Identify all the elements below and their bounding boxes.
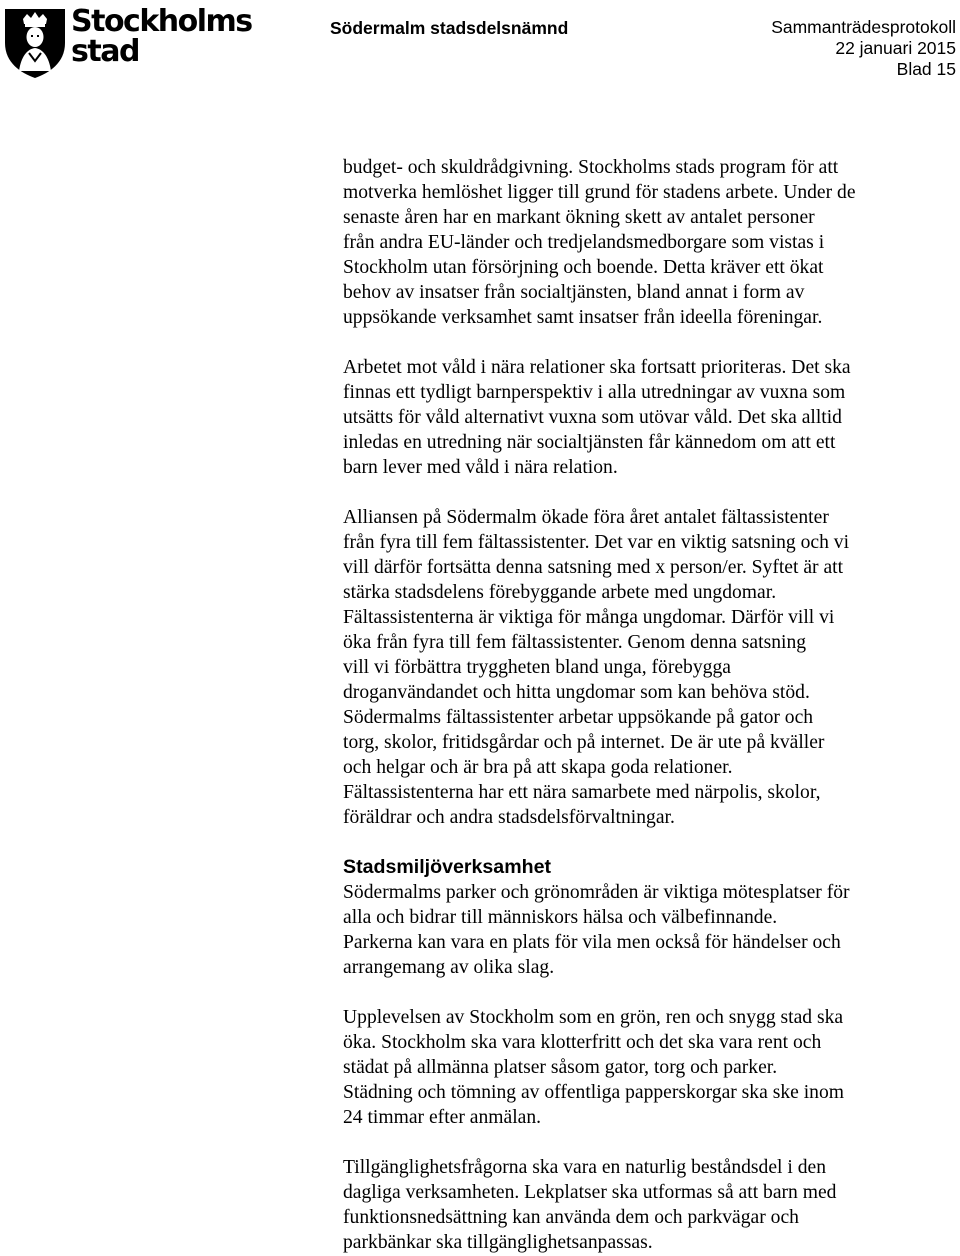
text-line: Upplevelsen av Stockholm som en grön, ren och snygg stad ska (343, 1007, 844, 1028)
text-line: uppsökande verksamhet samt insatser från ideella föreningar. (343, 307, 823, 328)
text-line: vill vi förbättra tryggheten bland unga, förebygga (343, 657, 731, 678)
text-line: vill därför fortsätta denna satsning med x person/er. Syftet är att (343, 557, 844, 578)
text-line: arrangemang av olika slag. (343, 957, 555, 978)
paragraph-homelessness (343, 155, 960, 330)
text-line: öka från fyra till fem fältassistenter. Genom denna satsning (343, 632, 807, 653)
document-type: Sammanträdesprotokoll (771, 17, 956, 37)
text-line: städat på allmänna platser såsom gator, torg och parker. (343, 1057, 778, 1078)
text-line: senaste åren har en markant ökning skett av antalet personer (343, 207, 815, 228)
text-line: funktionsnedsättning kan använda dem och parkvägar och (343, 1207, 799, 1228)
text-line: Södermalms fältassistenter arbetar uppsökande på gator och (343, 707, 814, 728)
text-line: barn lever med våld i nära relation. (343, 457, 618, 478)
text-line: föräldrar och andra stadsdelsförvaltningar. (343, 807, 675, 828)
text-line: Tillgänglighetsfrågorna ska vara en naturlig beståndsdel i den (343, 1157, 827, 1178)
document-body (343, 155, 960, 1255)
text-line: Parkerna kan vara en plats för vila men också för händelser och (343, 932, 841, 953)
text-line: från fyra till fem fältassistenter. Det var en viktig satsning och vi (343, 532, 850, 553)
text-line: budget- och skuldrådgivning. Stockholms stads program för att (343, 157, 839, 178)
organization-name: Södermalm stadsdelsnämnd (330, 18, 569, 38)
logo-text-line: Stockholms (71, 4, 252, 39)
section-heading: Stadsmiljöverksamhet (343, 856, 552, 878)
crest-icon (3, 5, 67, 79)
page-number: Blad 15 (896, 59, 956, 79)
text-line: och helgar och är bra på att skapa goda relationer. (343, 757, 733, 778)
meeting-date: 22 januari 2015 (835, 38, 956, 58)
text-line: Arbetet mot våld i nära relationer ska fortsatt prioriteras. Det ska (343, 357, 851, 378)
text-line: 24 timmar efter anmälan. (343, 1107, 542, 1128)
text-line: parkbänkar ska tillgänglighetsanpassas. (343, 1232, 653, 1253)
text-line: utsätts för våld alternativt vuxna som utövar våld. Det ska alltid (343, 407, 842, 428)
document-meta (771, 17, 956, 80)
text-line: Södermalms parker och grönområden är viktiga mötesplatser för (343, 882, 850, 903)
text-line: droganvändandet och hitta ungdomar som kan behöva stöd. (343, 682, 810, 703)
text-line: stärka stadsdelens förebyggande arbete med ungdomar. (343, 582, 777, 603)
text-line: öka. Stockholm ska vara klotterfritt och det ska vara rent och (343, 1032, 822, 1053)
text-line: Fältassistenterna är viktiga för många ungdomar. Därför vill vi (343, 607, 835, 628)
text-line: från andra EU-länder och tredjelandsmedborgare som vistas i (343, 232, 825, 253)
text-line: behov av insatser från socialtjänsten, bland annat i form av (343, 282, 805, 303)
text-line: torg, skolor, fritidsgårdar och på internet. De är ute på kväller (343, 732, 825, 753)
logo-wordmark (71, 4, 252, 69)
text-line: Alliansen på Södermalm ökade föra året antalet fältassistenter (343, 507, 829, 528)
logo-text-line: stad (71, 34, 139, 69)
text-line: Städning och tömning av offentliga papperskorgar ska ske inom (343, 1082, 844, 1103)
text-line: finnas ett tydligt barnperspektiv i alla utredningar av vuxna som (343, 382, 846, 403)
text-line: Fältassistenterna har ett nära samarbete med närpolis, skolor, (343, 782, 821, 803)
text-line: Stockholm utan försörjning och boende. Detta kräver ett ökat (343, 257, 824, 278)
text-line: inledas en utredning när socialtjänsten får kännedom om att ett (343, 432, 836, 453)
paragraph-accessibility (343, 1155, 960, 1255)
text-line: dagliga verksamheten. Lekplatser ska utformas så att barn med (343, 1182, 837, 1203)
paragraph-field-assistants (343, 505, 960, 830)
paragraph-parks (343, 880, 960, 980)
paragraph-clean-city (343, 1005, 960, 1130)
text-line: motverka hemlöshet ligger till grund för stadens arbete. Under de (343, 182, 856, 203)
stockholms-stad-logo (3, 4, 252, 79)
text-line: alla och bidrar till människors hälsa och välbefinnande. (343, 907, 778, 928)
paragraph-domestic-violence (343, 355, 960, 480)
